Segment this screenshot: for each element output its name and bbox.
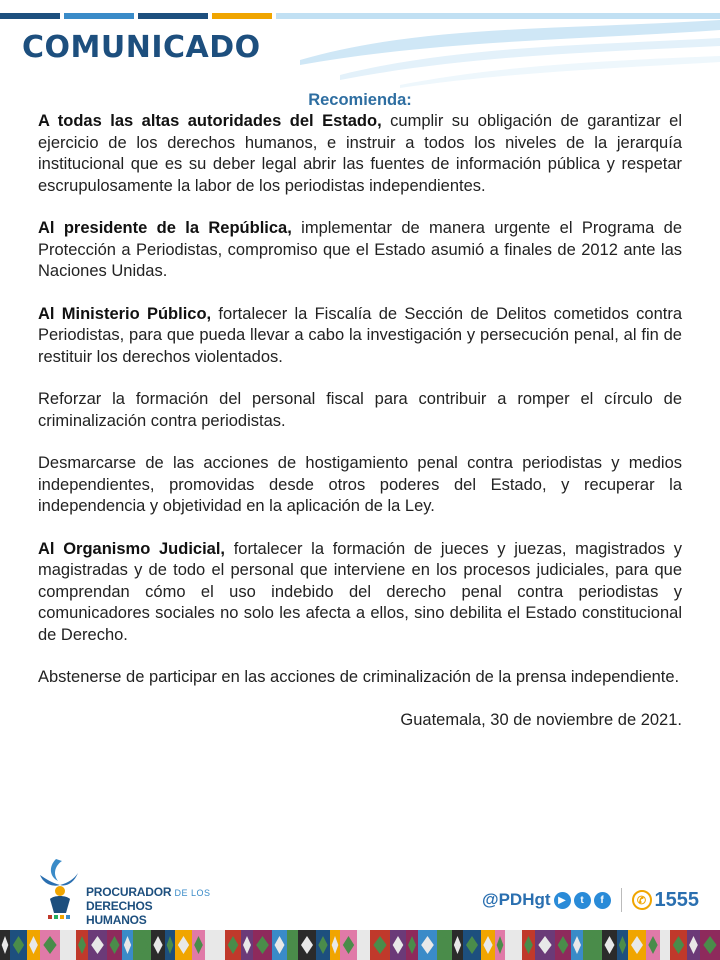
- date-line: Guatemala, 30 de noviembre de 2021.: [400, 710, 682, 729]
- paragraph-text: Reforzar la formación del personal fiscal para contribuir a romper el círculo de criminalización contra periodistas.: [38, 390, 682, 430]
- page-title: COMUNICADO: [22, 30, 261, 65]
- paragraph-text: fortalecer la Fiscalía de Sección de Delitos cometidos contra Periodistas, para que pueda llevar a cabo la investigación y persecución penal, al fin de restituir los derechos violentados.: [38, 304, 682, 366]
- header-swoosh-decoration: [300, 20, 720, 90]
- phone-icon: ✆: [632, 890, 652, 910]
- paragraph: [38, 304, 682, 369]
- paragraph-text: implementar de manera urgente el Programa de Protección a Periodistas, compromiso que el Estado asumió a finales de 2012 ante las Naciones Unidas.: [38, 219, 682, 280]
- paragraph-lead: Al Ministerio Público,: [38, 304, 212, 323]
- textile-pattern-border: [0, 930, 720, 960]
- pdh-logo: [34, 855, 214, 925]
- paragraph: [38, 111, 682, 197]
- hotline-number: 1555: [654, 888, 700, 911]
- paragraph: [38, 389, 682, 432]
- youtube-icon[interactable]: ▶: [554, 892, 571, 909]
- paragraph-lead: Al Organismo Judicial,: [38, 539, 226, 558]
- paragraph: [38, 667, 682, 689]
- logo-word-de-los: DE LOS: [174, 888, 211, 898]
- divider: [621, 888, 622, 912]
- paragraph-lead: Al presidente de la República,: [38, 219, 292, 237]
- paragraph: [38, 539, 682, 647]
- paragraph-text: Abstenerse de participar en las acciones de criminalización de la prensa independiente.: [38, 668, 680, 686]
- document-body: [38, 90, 682, 731]
- twitter-icon[interactable]: t: [574, 892, 591, 909]
- paragraph: [38, 218, 682, 283]
- paragraph-lead: A todas las altas autoridades del Estado,: [38, 112, 382, 130]
- pdh-emblem-icon: [34, 855, 84, 925]
- logo-word-procurador: PROCURADOR: [86, 885, 172, 899]
- facebook-icon[interactable]: f: [594, 892, 611, 909]
- paragraph-text: fortalecer la formación de jueces y juezas, magistrados y magistradas y de todo el personal que interviene en los procesos judiciales, para que comprendan cómo el uso indebido del derecho penal contra periodistas y comunicadores sociales no solo les afecta a ellos, sino debilita el Estado constitucional de Derecho.: [38, 539, 682, 644]
- social-bar: [482, 888, 699, 912]
- logo-text-line2: DERECHOS HUMANOS: [86, 899, 153, 927]
- paragraph-text: cumplir su obligación de garantizar el ejercicio de los derechos humanos, e instruir a todos los niveles de la jerarquía institucional que es su deber legal abrir las fuentes de información pública y respetar escrupulosamente la labor de los periodistas independientes.: [38, 112, 682, 195]
- top-color-band: [0, 0, 720, 22]
- logo-text-line1: [86, 885, 211, 899]
- twitter-handle[interactable]: @PDHgt: [482, 890, 551, 909]
- hotline[interactable]: [632, 889, 700, 912]
- subtitle: Recomienda:: [308, 91, 412, 109]
- paragraph: [38, 453, 682, 518]
- paragraph-text: Desmarcarse de las acciones de hostigamiento penal contra periodistas y medios independientes, promovidas desde otros poderes del Estado, y recuperar la independencia y objetividad en la aplicación de la Ley.: [38, 454, 682, 515]
